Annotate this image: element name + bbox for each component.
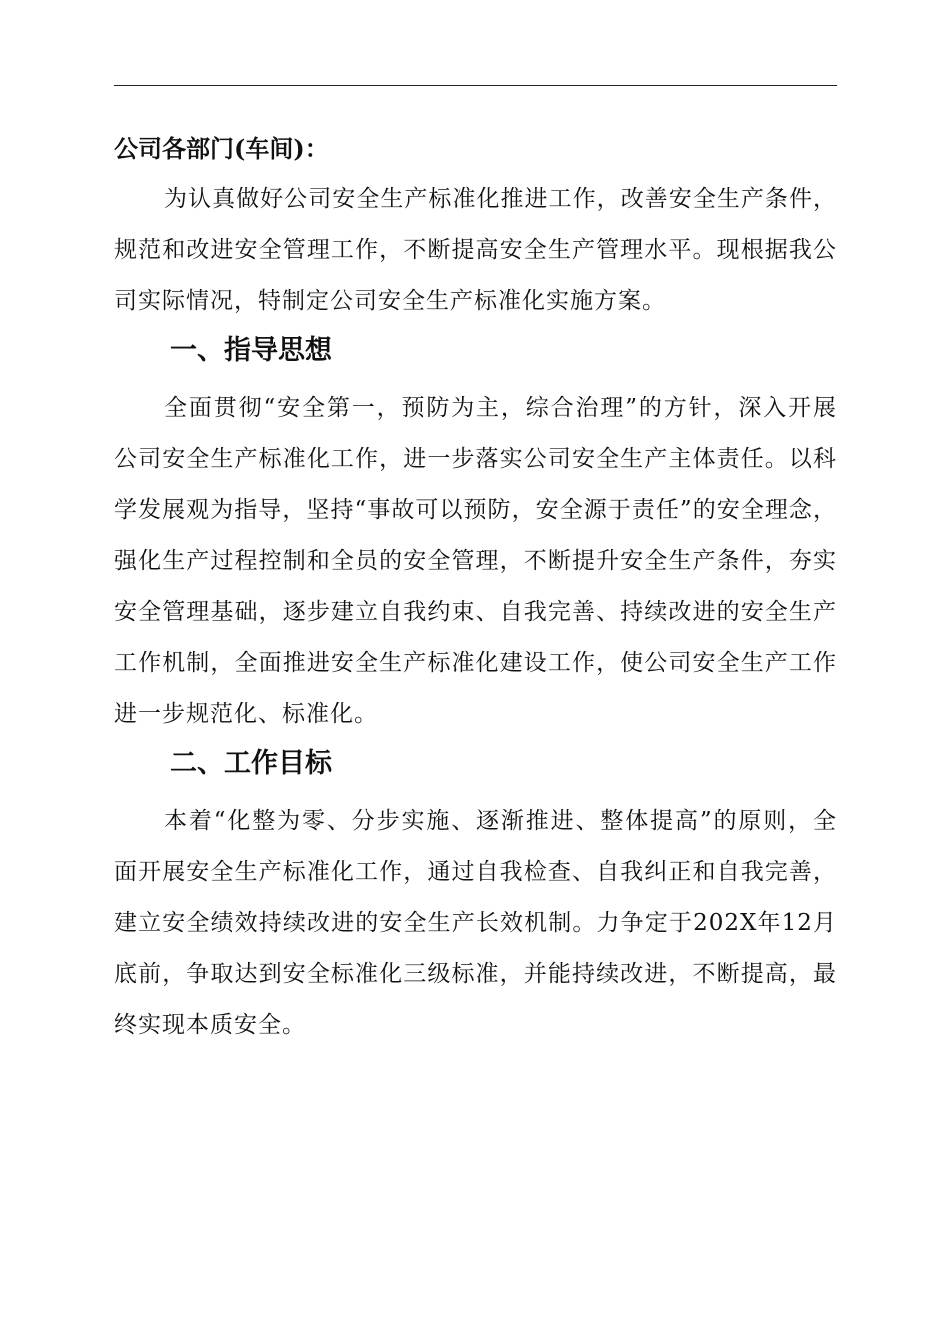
document-body bbox=[114, 128, 837, 1051]
salutation: 公司各部门(车间)： bbox=[114, 134, 329, 163]
header-rule bbox=[114, 85, 837, 86]
section-heading-guiding-ideology: 一、指导思想 bbox=[170, 335, 332, 366]
section-body-work-objectives: 本着“化整为零、分步实施、逐渐推进、整体提高”的原则，全面开展安全生产标准化工作，通过自我检查、自我纠正和自我完善，建立安全绩效持续改进的安全生产长效机制。力争定于202X年12月底前，争取达到安全标准化三级标准，并能持续改进，不断提高，最终实现本质安全。 bbox=[114, 808, 837, 1038]
section-body-guiding-ideology: 全面贯彻“安全第一，预防为主，综合治理”的方针，深入开展公司安全生产标准化工作，进一步落实公司安全生产主体责任。以科学发展观为指导，坚持“事故可以预防，安全源于责任”的安全理念，强化生产过程控制和全员的安全管理，不断提升安全生产条件，夯实安全管理基础，逐步建立自我约束、自我完善、持续改进的安全生产工作机制，全面推进安全生产标准化建设工作，使公司安全生产工作进一步规范化、标准化。 bbox=[114, 395, 837, 727]
intro-paragraph: 为认真做好公司安全生产标准化推进工作，改善安全生产条件，规范和改进安全管理工作，不断提高安全生产管理水平。现根据我公司实际情况，特制定公司安全生产标准化实施方案。 bbox=[114, 186, 837, 314]
section-heading-work-objectives: 二、工作目标 bbox=[170, 748, 332, 779]
